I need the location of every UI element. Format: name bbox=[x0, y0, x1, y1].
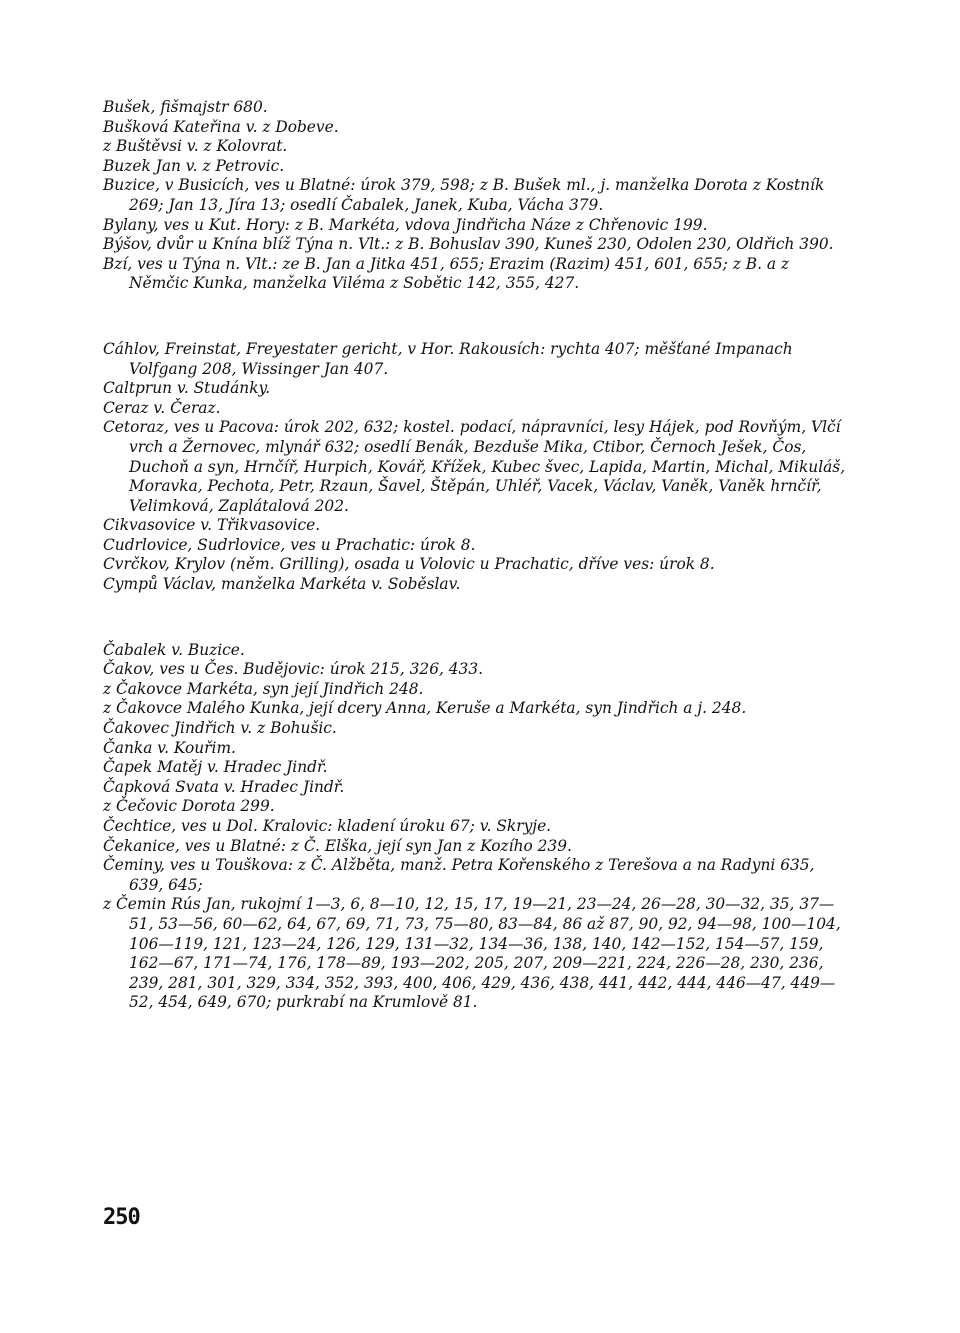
index-entry: z Buštěvsi v. z Kolovrat. bbox=[103, 137, 288, 156]
index-entry: Buzek Jan v. z Petrovic. bbox=[103, 156, 285, 175]
index-entry: Cympů Václav, manželka Markéta v. Soběslav. bbox=[103, 575, 461, 594]
section-c-entries bbox=[103, 340, 848, 595]
index-entry: Čanka v. Kouřim. bbox=[103, 738, 236, 757]
index-entry: Cáhlov, Freinstat, Freyestater gericht, v Hor. Rakousích: rychta 407; měšťané Impanach Volfgang 208, Wissinger Jan 407. bbox=[103, 339, 793, 378]
index-entry: Čekanice, ves u Blatné: z Č. Elška, její syn Jan z Kozího 239. bbox=[103, 836, 572, 855]
index-entry: Cudrlovice, Sudrlovice, ves u Prachatic: úrok 8. bbox=[103, 535, 476, 554]
index-entry: Cetoraz, ves u Pacova: úrok 202, 632; kostel. podací, nápravníci, lesy Hájek, pod Rovňým, Vlčí vrch a Žernovec, mlynář 632; osedlí Benák, Bezduše Mika, Ctibor, Černoch Ješek, Čos, Duchoň a syn, Hrnčíř, Hurpich, Kovář, Křížek, Kubec švec, Lapida, Martin, Michal, Mikuláš, Moravka, Pechota, Petr, Rzaun, Šavel, Štěpán, Uhléř, Vacek, Václav, Vaněk, Vaněk hrnčíř, Velimková, Zaplátalová 202. bbox=[103, 418, 846, 515]
index-entry: Cvrčkov, Krylov (něm. Grilling), osada u Volovic u Prachatic, dříve ves: úrok 8. bbox=[103, 555, 715, 574]
index-entry: Čapek Matěj v. Hradec Jindř. bbox=[103, 758, 328, 777]
index-entry: Caltprun v. Studánky. bbox=[103, 379, 271, 398]
index-entry: Čechtice, ves u Dol. Kralovic: kladení úroku 67; v. Skryje. bbox=[103, 817, 552, 835]
index-entry: Čeminy, ves u Touškova: z Č. Alžběta, manž. Petra Kořenského z Terešova a na Radyni 635, 639, 645; bbox=[103, 856, 815, 894]
index-entry: Bušek, fišmajstr 680. bbox=[103, 98, 268, 116]
index-entry: Buzice, v Busicích, ves u Blatné: úrok 379, 598; z B. Bušek ml., j. manželka Dorota z Kostník 269; Jan 13, Jíra 13; osedlí Čabalek, Janek, Kuba, Vácha 379. bbox=[103, 176, 825, 214]
index-entry: Čakov, ves u Čes. Budějovic: úrok 215, 326, 433. bbox=[103, 660, 484, 679]
page-number: 250 bbox=[103, 1205, 140, 1230]
index-entry: Čakovec Jindřich v. z Bohušic. bbox=[103, 719, 337, 738]
index-entry: Býšov, dvůr u Knína blíž Týna n. Vlt.: z B. Bohuslav 390, Kuneš 230, Odolen 230, Oldřich 390. bbox=[103, 235, 834, 254]
index-entry: Cikvasovice v. Třikvasovice. bbox=[103, 516, 321, 535]
index-entry: z Čakovce Markéta, syn její Jindřich 248. bbox=[103, 679, 424, 698]
index-entry: Bzí, ves u Týna n. Vlt.: ze B. Jan a Jitka 451, 655; Erazim (Razim) 451, 601, 655; z B. a z Němčic Kunka, manželka Viléma z Sobětic 142, 355, 427. bbox=[103, 254, 790, 293]
index-entry: Čabalek v. Buzice. bbox=[103, 640, 245, 659]
index-entry: z Čakovce Malého Kunka, její dcery Anna, Keruše a Markéta, syn Jindřich a j. 248. bbox=[103, 699, 747, 718]
index-entry: z Čečovic Dorota 299. bbox=[103, 797, 275, 816]
index-entry: Čapková Svata v. Hradec Jindř. bbox=[103, 777, 345, 796]
index-entry: Bušková Kateřina v. z Dobeve. bbox=[103, 117, 339, 136]
index-entry: Ceraz v. Čeraz. bbox=[103, 398, 221, 417]
page-body bbox=[103, 98, 848, 1013]
index-entry: z Čemin Rús Jan, rukojmí 1—3, 6, 8—10, 12, 15, 17, 19—21, 23—24, 26—28, 30—32, 35, 37—51, 53—56, 60—62, 64, 67, 69, 71, 73, 75—80, 83—84, 86 až 87, 90, 92, 94—98, 100—104, 106—119, 121, 123—24, 126, 129, 131—32, 134—36, 138, 140, 142—152, 154—57, 159, 162—67, 171—74, 176, 178—89, 193—202, 205, 207, 209—221, 224, 226—28, 230, 236, 239, 281, 301, 329, 334, 352, 393, 400, 406, 429, 436, 438, 441, 442, 444, 446—47, 449—52, 454, 649, 670; purkrabí na Krumlově 81. bbox=[103, 895, 841, 1012]
section-b-entries bbox=[103, 98, 848, 294]
section-c-caron-entries bbox=[103, 641, 848, 1013]
index-entry: Bylany, ves u Kut. Hory: z B. Markéta, vdova Jindřicha Náze z Chřenovic 199. bbox=[103, 215, 708, 234]
